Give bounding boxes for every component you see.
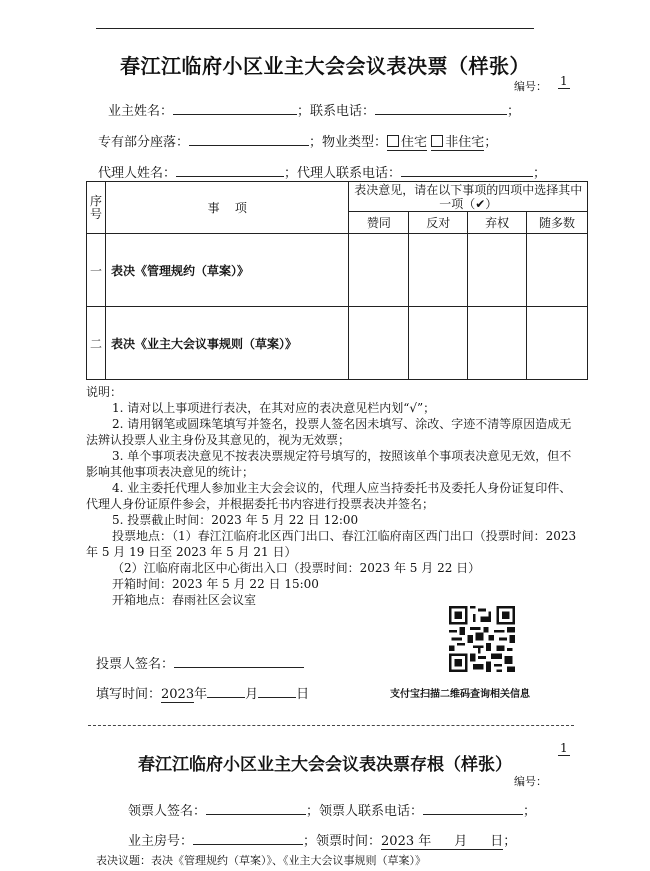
- option-approve: 赞同: [349, 212, 409, 234]
- qr-caption: 支付宝扫描二维码查询相关信息: [390, 689, 530, 700]
- property-type-residential[interactable]: 住宅: [387, 135, 427, 151]
- owner-name-field[interactable]: [173, 101, 297, 115]
- row-seq: 一: [87, 234, 106, 307]
- recipient-sign-field[interactable]: [206, 801, 306, 815]
- agent-name-label: 代理人姓名：: [98, 166, 177, 181]
- note-3: 3. 单个事项表决意见不按表决票规定符号填写的，按照该单个事项表决意见无效，但不影响其他事项表决意见的统计；: [86, 449, 572, 479]
- vote-cell[interactable]: [409, 307, 468, 380]
- option-follow-majority: 随多数: [527, 212, 588, 234]
- notes-heading: 说明：: [86, 385, 123, 399]
- ballot-title: 春江江临府小区业主大会会议表决票（样张）: [120, 54, 530, 78]
- vote-cell[interactable]: [468, 307, 527, 380]
- row-seq: 二: [87, 307, 106, 380]
- fill-time-line: 填写时间：2023年 月 日: [96, 683, 309, 702]
- vote-cell[interactable]: [527, 234, 588, 307]
- agent-phone-field[interactable]: [401, 163, 533, 177]
- agent-name-field[interactable]: [176, 163, 284, 177]
- property-type-label: ；物业类型：: [309, 135, 388, 150]
- tear-line: [88, 725, 574, 726]
- stub-title: 春江江临府小区业主大会会议表决票存根（样张）: [138, 755, 512, 775]
- vote-table: [86, 181, 588, 380]
- stub-topics: 表决议题：表决《管理规约（草案）》、《业主大会议事规则（草案）》: [96, 854, 426, 867]
- row-item: 表决《管理规约（草案）》: [105, 234, 348, 307]
- checkbox-icon[interactable]: [387, 135, 399, 147]
- number-label: 编号：: [514, 80, 547, 93]
- vote-cell[interactable]: [468, 234, 527, 307]
- instructions: [86, 384, 580, 608]
- note-5: 5. 投票截止时间：2023 年 5 月 22 日 12:00: [112, 513, 359, 527]
- col-item-header: 事 项: [105, 182, 348, 234]
- receive-day: 日: [467, 830, 503, 850]
- signature-field[interactable]: [174, 654, 304, 668]
- receive-month: 月: [431, 830, 467, 850]
- room-field[interactable]: [193, 831, 303, 845]
- phone-label: ；联系电话：: [297, 104, 376, 119]
- fill-day-field[interactable]: [258, 684, 296, 698]
- property-type-nonresidential[interactable]: 非住宅: [431, 135, 484, 151]
- stub-number-label: 编号：: [514, 775, 547, 788]
- open-place: 开箱地点：春雨社区会议室: [112, 593, 257, 607]
- vote-cell[interactable]: [349, 307, 409, 380]
- fill-month-field[interactable]: [207, 684, 245, 698]
- unit-info-line: [98, 131, 497, 150]
- vote-location-1: 投票地点：（1）春江江临府北区西门出口、春江江临府南区西门出口（投票时间：2023 年 5 月 19 日至 2023 年 5 月 21 日）: [86, 529, 577, 559]
- table-row: [87, 234, 588, 307]
- row-item: 表决《业主大会议事规则（草案）》: [105, 307, 348, 380]
- note-2: 2. 请用钢笔或圆珠笔填写并签名，投票人签名因未填写、涂改、字迹不清等原因造成无法辨认投票人业主身份及其意见的，视为无效票；: [86, 417, 572, 447]
- receive-time-label: ；领票时间：: [303, 834, 382, 849]
- vote-cell[interactable]: [527, 307, 588, 380]
- vote-location-2: （2）江临府南北区中心街出入口（投票时间：2023 年 5 月 22 日）: [112, 561, 481, 575]
- option-abstain: 弃权: [468, 212, 527, 234]
- vote-cell[interactable]: [409, 234, 468, 307]
- fill-year: 2023: [161, 687, 195, 702]
- owner-info-line: [108, 100, 520, 119]
- semicolon: ；: [484, 135, 498, 150]
- number-value: 1: [560, 74, 568, 88]
- agent-info-line: [98, 162, 546, 181]
- note-1: 1. 请对以上事项进行表决，在其对应的表决意见栏内划“√”；: [112, 401, 436, 415]
- stub-number-value: 1: [560, 741, 568, 755]
- semicolon: ；: [533, 166, 547, 181]
- semicolon: ；: [507, 104, 521, 119]
- stub-room-line: 业主房号： ；领票时间：2023 年 月 日；: [128, 830, 516, 850]
- table-row: [87, 307, 588, 380]
- signature-label: 投票人签名：: [96, 657, 175, 672]
- qr-code-icon[interactable]: [448, 606, 516, 672]
- owner-name-label: 业主姓名：: [108, 104, 174, 119]
- stub-recipient-line: 领票人签名： ；领票人联系电话： ；: [128, 800, 536, 819]
- phone-field[interactable]: [375, 101, 507, 115]
- agent-phone-label: ；代理人联系电话：: [284, 166, 402, 181]
- unit-field[interactable]: [189, 132, 309, 146]
- fill-time-label: 填写时间：: [96, 687, 162, 702]
- option-oppose: 反对: [409, 212, 468, 234]
- top-rule: [96, 28, 534, 29]
- note-4: 4. 业主委托代理人参加业主大会会议的，代理人应当持委托书及委托人身份证复印件、代理人身份证原件参会，并根据委托书内容进行投票表决并签名；: [86, 481, 572, 511]
- recipient-sign-label: 领票人签名：: [128, 804, 207, 819]
- unit-label: 专有部分座落：: [98, 135, 190, 150]
- receive-year: 2023 年: [381, 834, 432, 849]
- recipient-phone-label: ；领票人联系电话：: [306, 804, 424, 819]
- checkbox-icon[interactable]: [431, 135, 443, 147]
- open-time: 开箱时间：2023 年 5 月 22 日 15:00: [112, 577, 319, 591]
- room-label: 业主房号：: [128, 834, 194, 849]
- signature-line: [96, 653, 304, 672]
- vote-cell[interactable]: [349, 234, 409, 307]
- col-seq-header: 序号: [87, 182, 106, 234]
- recipient-phone-field[interactable]: [423, 801, 523, 815]
- opinion-header: 表决意见，请在以下事项的四项中选择其中一项（✔）: [349, 182, 588, 212]
